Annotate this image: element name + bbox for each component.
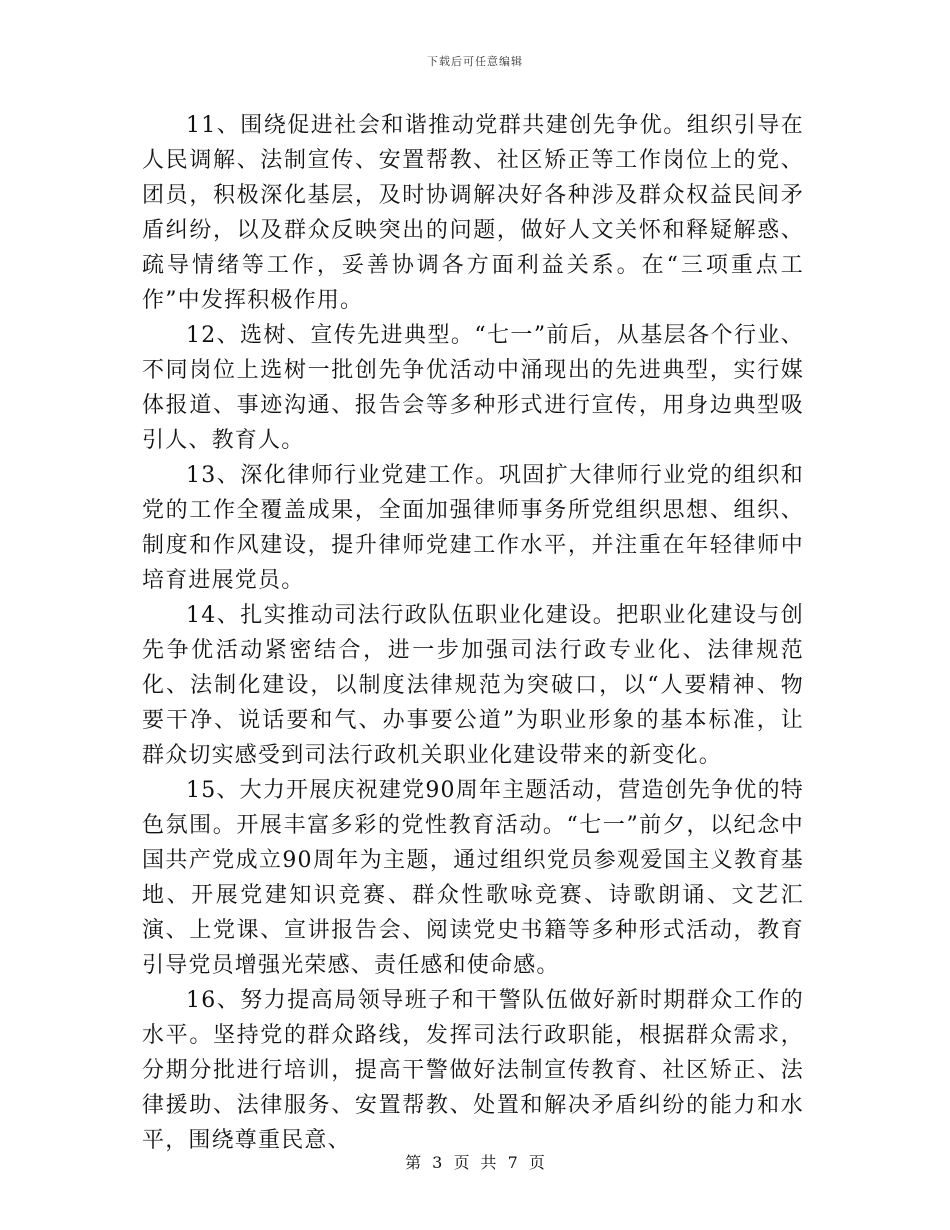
paragraph-11: 11、围绕促进社会和谐推动党群共建创先争优。组织引导在人民调解、法制宣传、安置帮教、社区矫正等工作岗位上的党、团员，积极深化基层，及时协调解决好各种涉及群众权益民间矛盾纠纷，以及群众反映突出的问题，做好人文关怀和释疑解惑、疏导情绪等工作，妥善协调各方面利益关系。在“三项重点工作”中发挥积极作用。	[142, 113, 804, 313]
paragraph-15: 15、大力开展庆祝建党90周年主题活动，营造创先争优的特色氛围。开展丰富多彩的党性教育活动。“七一”前夕，以纪念中国共产党成立90周年为主题，通过组织党员参观爱国主义教育基地、开展党建知识竞赛、群众性歌咏竞赛、诗歌朗诵、文艺汇演、上党课、宣讲报告会、阅读党史书籍等多种形式活动，教育引导党员增强光荣感、责任感和使命感。	[142, 778, 804, 978]
paragraph-16: 16、努力提高局领导班子和干警队伍做好新时期群众工作的水平。坚持党的群众路线，发挥司法行政职能，根据群众需求，分期分批进行培训，提高干警做好法制宣传教育、社区矫正、法律援助、法律服务、安置帮教、处置和解决矛盾纠纷的能力和水平，围绕尊重民意、	[142, 988, 804, 1153]
paragraph-12: 12、选树、宣传先进典型。“七一”前后，从基层各个行业、不同岗位上选树一批创先争优活动中涌现出的先进典型，实行媒体报道、事迹沟通、报告会等多种形式进行宣传，用身边典型吸引人、教育人。	[142, 323, 804, 453]
page-number-footer: 第 3 页 共 7 页	[405, 1153, 545, 1172]
header-note: 下载后可任意编辑	[427, 55, 523, 68]
paragraph-14: 14、扎实推动司法行政队伍职业化建设。把职业化建设与创先争优活动紧密结合，进一步加强司法行政专业化、法律规范化、法制化建设，以制度法律规范为突破口，以“人要精神、物要干净、说话要和气、办事要公道”为职业形象的基本标准，让群众切实感受到司法行政机关职业化建设带来的新变化。	[142, 603, 804, 768]
paragraph-13: 13、深化律师行业党建工作。巩固扩大律师行业党的组织和党的工作全覆盖成果，全面加强律师事务所党组织思想、组织、制度和作风建设，提升律师党建工作水平，并注重在年轻律师中培育进展党员。	[142, 463, 804, 593]
document-body	[142, 108, 804, 1158]
